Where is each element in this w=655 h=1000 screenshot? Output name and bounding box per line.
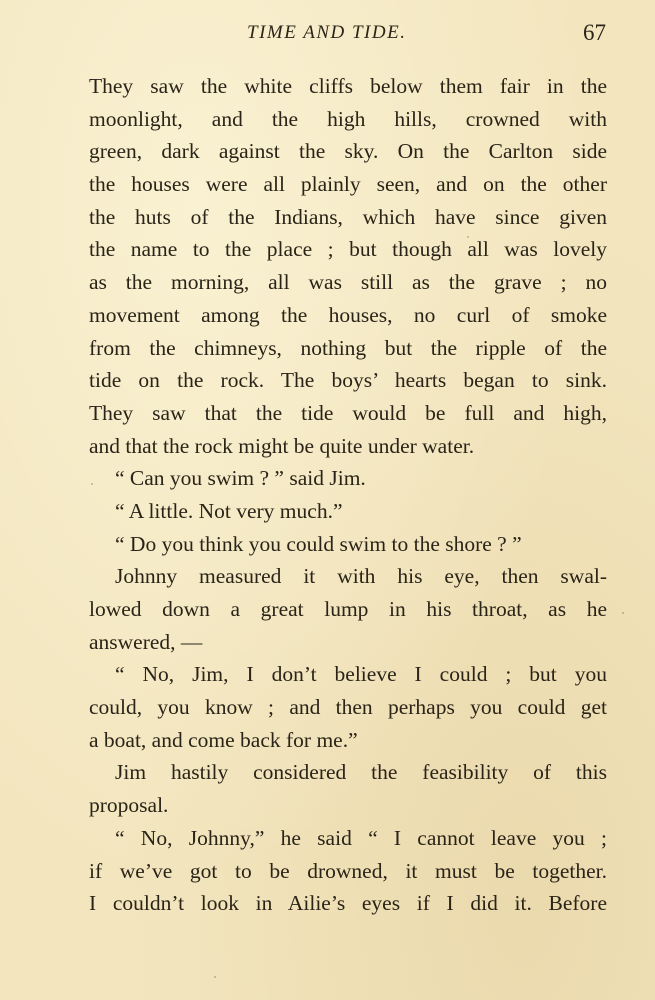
text-line: tide on the rock. The boys’ hearts began to sink. [89,368,607,393]
text-line: Johnny measured it with his eye, then swal- [115,564,607,589]
page-number: 67 [583,20,606,45]
text-line: as the morning, all was still as the grave ; no [89,270,607,295]
text-line: green, dark against the sky. On the Carlton side [89,139,607,164]
text-line: the name to the place ; but though all was lovely [89,237,607,262]
text-line: movement among the houses, no curl of smoke [89,302,607,327]
paper-speck [622,612,624,614]
text-line: They saw the white cliffs below them fair in the [89,74,607,98]
text-line: answered, — [89,629,203,654]
page-header [0,18,655,52]
paper-speck [467,236,469,238]
text-line: moonlight, and the high hills, crowned with [89,106,607,131]
body-text [89,70,607,920]
text-line: the huts of the Indians, which have since given [89,204,607,229]
text-line: “ No, Jim, I don’t believe I could ; but you [115,662,607,687]
text-line: “ Do you think you could swim to the shore ? ” [115,531,522,556]
text-line: lowed down a great lump in his throat, as he [89,597,607,621]
text-line: the houses were all plainly seen, and on the other [89,172,607,197]
running-head: TIME AND TIDE. [247,22,407,43]
text-line: “ Can you swim ? ” said Jim. [115,466,366,491]
text-line: from the chimneys, nothing but the ripple of the [89,335,607,360]
text-line: They saw that the tide would be full and high, [89,400,607,425]
paper-speck [214,976,216,978]
text-line: could, you know ; and then perhaps you could get [89,695,607,720]
text-line: “ No, Johnny,” he said “ I cannot leave you ; [115,825,607,850]
paper-speck [91,483,93,485]
text-line: “ A little. Not very much.” [115,498,343,523]
text-line: I couldn’t look in Ailie’s eyes if I did it. Before [89,891,607,916]
text-line: and that the rock might be quite under water. [89,433,475,458]
text-line: proposal. [89,793,169,818]
text-line: Jim hastily considered the feasibility of this [115,760,607,785]
text-line: if we’ve got to be drowned, it must be together. [89,858,607,883]
text-line: a boat, and come back for me.” [89,727,358,752]
